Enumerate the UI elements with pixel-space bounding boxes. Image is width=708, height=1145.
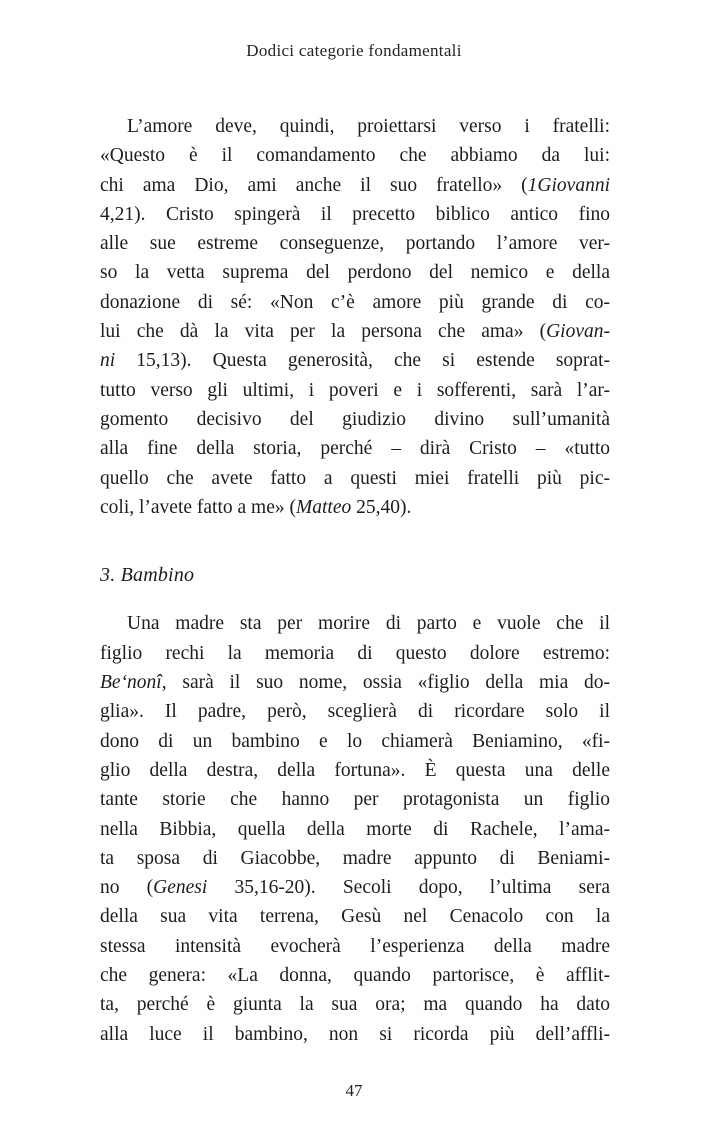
text-line: ta, perché è giunta la sua ora; ma quando ha dato — [100, 994, 610, 1016]
text-line: alla luce il bambino, non si ricorda più dell’affli- — [100, 1023, 610, 1045]
text-line: gomento decisivo del giudizio divino sull’umanità — [100, 408, 610, 430]
text-line: 4,21). Cristo spingerà il precetto biblico antico fino — [100, 203, 610, 225]
text-line: glio della destra, della fortuna». È questa una delle — [100, 759, 610, 781]
text-line: della sua vita terrena, Gesù nel Cenacolo con la — [100, 906, 610, 928]
text-line: tutto verso gli ultimi, i poveri e i sofferenti, sarà l’ar- — [100, 379, 610, 401]
text-line: lui che dà la vita per la persona che ama» (Giovan- — [100, 321, 610, 343]
text-line: «Questo è il comandamento che abbiamo da lui: — [100, 145, 610, 167]
text-line: stessa intensità evocherà l’esperienza della madre — [100, 935, 610, 957]
text-line: no (Genesi 35,16-20). Secoli dopo, l’ultima sera — [100, 877, 610, 899]
text-line: glia». Il padre, però, sceglierà di ricordare solo il — [100, 701, 610, 723]
text-line: che genera: «La donna, quando partorisce, è afflit- — [100, 965, 610, 987]
text-line: dono di un bambino e lo chiamerà Beniamino, «fi- — [100, 730, 610, 752]
section-heading: 3. Bambino — [100, 564, 195, 587]
text-line: donazione di sé: «Non c’è amore più grande di co- — [100, 291, 610, 313]
text-line: coli, l’avete fatto a me» (Matteo 25,40). — [100, 496, 412, 518]
paragraph — [100, 609, 610, 1048]
text-line: Beʻnonî, sarà il suo nome, ossia «figlio della mia do- — [100, 672, 610, 694]
text-line: L’amore deve, quindi, proiettarsi verso i fratelli: — [127, 116, 610, 137]
text-block — [100, 112, 610, 1049]
text-line: quello che avete fatto a questi miei fratelli più pic- — [100, 467, 610, 489]
text-line: chi ama Dio, ami anche il suo fratello» (1Giovanni — [100, 174, 610, 196]
text-line: alla fine della storia, perché – dirà Cristo – «tutto — [100, 438, 610, 460]
text-line: Una madre sta per morire di parto e vuole che il — [127, 613, 610, 635]
running-header: Dodici categorie fondamentali — [246, 41, 462, 60]
page-number: 47 — [345, 1081, 363, 1100]
text-line: ta sposa di Giacobbe, madre appunto di Beniami- — [100, 847, 610, 869]
text-line: so la vetta suprema del perdono del nemico e della — [100, 262, 610, 284]
paragraph — [100, 112, 610, 522]
text-line: figlio rechi la memoria di questo dolore estremo: — [100, 642, 610, 664]
text-line: tante storie che hanno per protagonista un figlio — [100, 789, 610, 811]
text-line: nella Bibbia, quella della morte di Rachele, l’ama- — [100, 818, 610, 840]
text-line: ni 15,13). Questa generosità, che si estende soprat- — [100, 350, 610, 372]
text-line: alle sue estreme conseguenze, portando l’amore ver- — [100, 233, 610, 255]
